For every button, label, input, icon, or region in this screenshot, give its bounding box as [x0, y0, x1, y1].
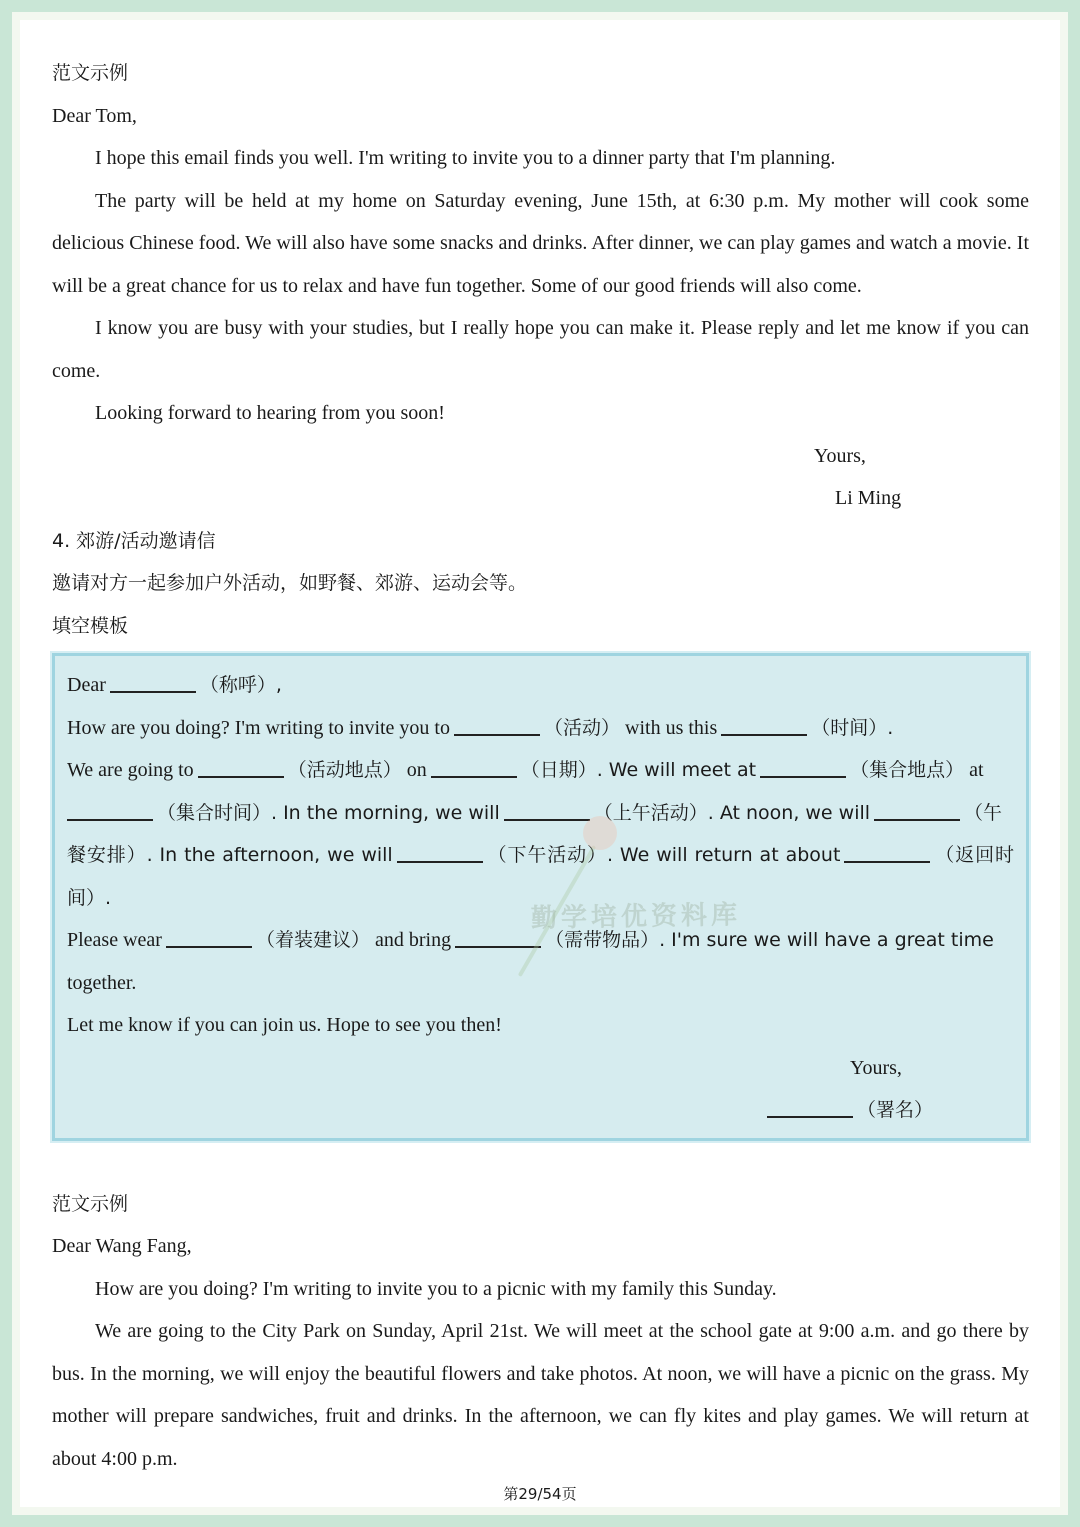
letter-paragraph: How are you doing? I'm writing to invite you to a picnic with my family this Sunday.	[95, 1277, 777, 1300]
blank	[455, 926, 541, 948]
blank	[504, 799, 590, 821]
document-content	[52, 52, 1029, 1480]
template-line: 餐安排）. In the afternoon, we will （下午活动）. We will return at about （返回时间）.	[67, 834, 1014, 919]
blank	[874, 799, 960, 821]
template-closing: Yours,	[850, 1056, 902, 1079]
letter-paragraph: We are going to the City Park on Sunday, April 21st. We will meet at the school gate at 9:00 a.m. and go there by bus. In the morning, we will enjoy the beautiful flowers and take photos. At noon, we will have a picnic on the grass. My mother will prepare sandwiches, fruit and drinks. In the afternoon, we can fly kites and play games. We will return at about 4:00 p.m.	[52, 1320, 1029, 1470]
section-title: 4. 郊游/活动邀请信	[52, 529, 216, 552]
letter-greeting: Dear Tom,	[52, 104, 137, 127]
blank	[767, 1096, 853, 1118]
letter-signature: Li Ming	[835, 487, 902, 509]
letter-closing: Yours,	[814, 444, 866, 467]
letter-greeting: Dear Wang Fang,	[52, 1235, 192, 1257]
blank	[431, 756, 517, 778]
blank	[110, 671, 196, 693]
template-signature: （署名）	[67, 1089, 1014, 1132]
template-line: We are going to （活动地点） on （日期）. We will meet at （集合地点） at	[67, 749, 1014, 792]
template-line: Let me know if you can join us. Hope to see you then!	[67, 1014, 502, 1036]
blank	[844, 841, 930, 863]
fill-in-template-box	[52, 653, 1029, 1141]
blank	[397, 841, 483, 863]
blank	[198, 756, 284, 778]
blank	[67, 799, 153, 821]
letter-paragraph: Looking forward to hearing from you soon!	[95, 402, 445, 424]
watermark-flower	[583, 816, 617, 850]
letter-paragraph: The party will be held at my home on Saturday evening, June 15th, at 6:30 p.m. My mother will cook some delicious Chinese food. We will also have some snacks and drinks. After dinner, we can play games and watch a movie. It will be a great chance for us to relax and have fun together. Some of our good friends will also come.	[52, 189, 1029, 297]
blank	[166, 926, 252, 948]
blank	[454, 714, 540, 736]
letter-paragraph: I hope this email finds you well. I'm writing to invite you to a dinner party that I'm planning.	[95, 147, 836, 169]
page-number: 第29/54页	[503, 1485, 577, 1503]
template-line: together.	[67, 971, 137, 994]
sample-heading: 范文示例	[52, 1192, 129, 1215]
blank	[721, 714, 807, 736]
sample-heading: 范文示例	[52, 62, 129, 84]
watermark-logo: 勤学培优资料库	[530, 900, 742, 934]
blank	[760, 756, 846, 778]
section-description: 邀请对方一起参加户外活动，如野餐、郊游、运动会等。	[52, 572, 528, 594]
template-line: How are you doing? I'm writing to invite you to （活动） with us this （时间）.	[67, 707, 1014, 750]
template-line: Please wear （着装建议） and bring （需带物品）. I'm sure we will have a great time	[67, 919, 1014, 962]
template-line: （集合时间）. In the morning, we will （上午活动）. At noon, we will （午	[67, 792, 1014, 835]
template-line: Dear （称呼）,	[67, 664, 1014, 707]
letter-paragraph: I know you are busy with your studies, but I really hope you can make it. Please reply and let me know if you can come.	[52, 317, 1029, 382]
template-label: 填空模板	[52, 614, 129, 637]
